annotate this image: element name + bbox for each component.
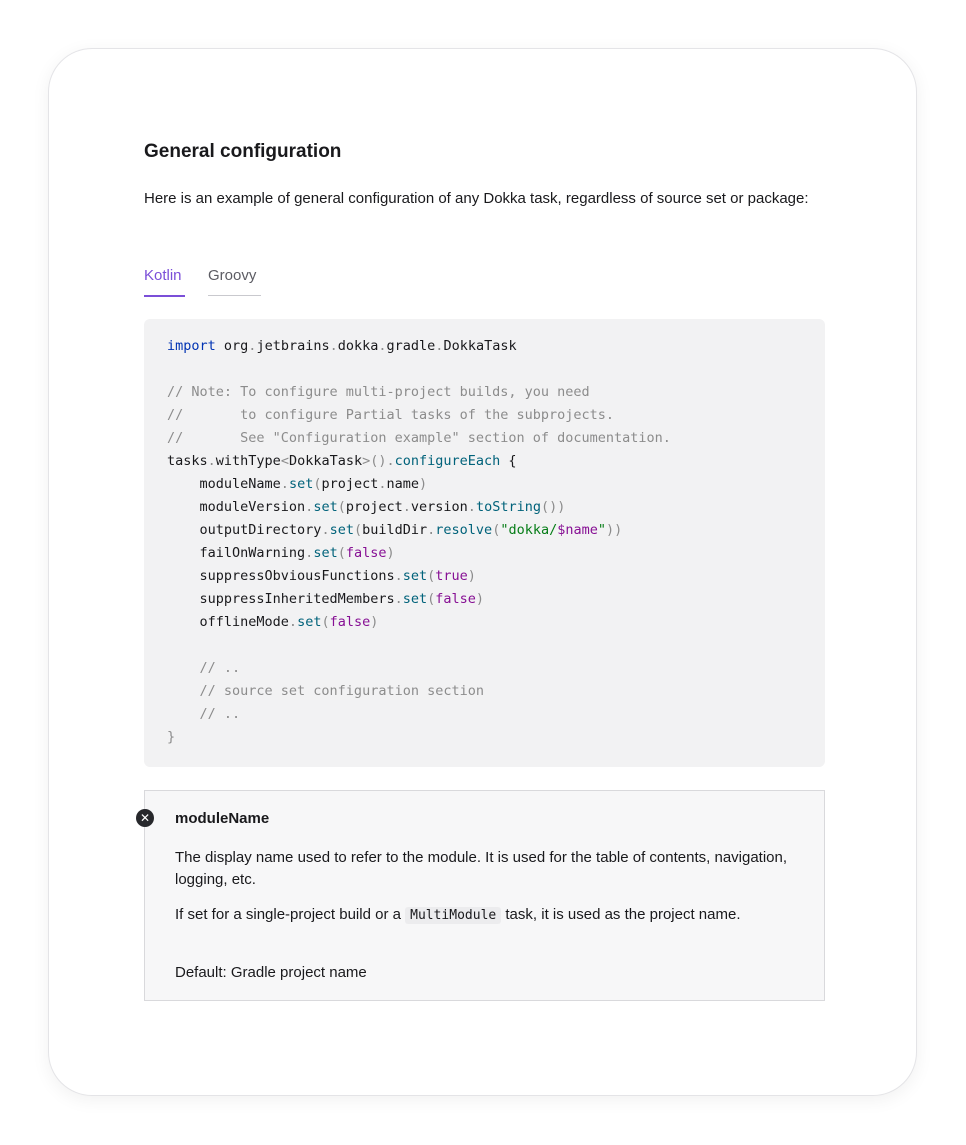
code-token: gradle — [386, 338, 436, 354]
code-token: . — [394, 568, 403, 584]
code-token: project — [345, 499, 403, 515]
code-line — [167, 703, 802, 726]
code-token: set — [313, 545, 338, 561]
code-token: tasks — [167, 453, 208, 469]
code-line — [167, 427, 802, 450]
inline-code: MultiModule — [405, 907, 501, 924]
code-token: false — [435, 591, 476, 607]
code-token: import — [167, 338, 216, 354]
code-token: . — [288, 614, 298, 630]
code-token: $name — [557, 522, 598, 538]
annotation-text: task, it is used as the project name. — [501, 906, 741, 923]
code-line — [167, 519, 802, 542]
annotation-description: The display name used to refer to the module. It is used for the table of contents, navigation, logging, etc. — [175, 849, 788, 888]
code-block[interactable] — [144, 319, 825, 767]
code-token: toString — [475, 499, 541, 515]
code-token: "dokka/ — [500, 522, 558, 538]
code-token: set — [402, 568, 428, 584]
code-line — [167, 473, 802, 496]
code-token: . — [321, 522, 330, 538]
code-token: set — [288, 476, 314, 492]
code-token: ( — [337, 499, 346, 515]
code-line — [167, 450, 802, 473]
code-token: set — [297, 614, 322, 630]
code-token: // to configure Partial tasks of the subprojects. — [167, 407, 615, 423]
annotation-title: moduleName — [175, 810, 270, 827]
code-token: dokka — [337, 338, 379, 354]
code-token: ( — [427, 568, 436, 584]
code-token: < — [280, 453, 289, 469]
code-token: DokkaTask — [443, 338, 517, 354]
code-token: ) — [370, 614, 379, 630]
code-token: // .. — [167, 660, 241, 676]
code-token: )) — [606, 522, 623, 538]
code-token: moduleName — [167, 476, 281, 492]
annotation-default: Default: Gradle project name — [175, 964, 367, 981]
section-title: General configuration — [144, 141, 342, 162]
code-token: ( — [353, 522, 363, 538]
code-token: . — [305, 545, 314, 561]
annotation-text: If set for a single-project build or a — [175, 906, 406, 923]
code-token: . — [427, 522, 436, 538]
code-token: ( — [337, 545, 346, 561]
code-token: ) — [419, 476, 428, 492]
code-token: . — [207, 453, 216, 469]
code-token: version — [410, 499, 468, 515]
code-token: name — [386, 476, 420, 492]
code-token: ) — [467, 568, 476, 584]
code-line — [167, 726, 802, 749]
code-token: } — [167, 729, 176, 745]
code-token: . — [435, 338, 444, 354]
code-token: failOnWarning — [167, 545, 306, 561]
code-line — [167, 565, 802, 588]
code-token: . — [305, 499, 314, 515]
code-token: suppressObviousFunctions — [167, 568, 395, 584]
code-line — [167, 358, 802, 381]
annotation-single-project-note — [175, 904, 795, 927]
code-token: offlineMode — [167, 614, 289, 630]
code-line — [167, 634, 802, 657]
code-token: . — [248, 338, 257, 354]
code-token: suppressInheritedMembers — [167, 591, 395, 607]
code-token: . — [280, 476, 289, 492]
section-intro: Here is an example of general configuration of any Dokka task, regardless of source set or package: — [144, 190, 809, 207]
code-token: ) — [475, 591, 485, 607]
code-token: . — [378, 338, 387, 354]
code-token: moduleVersion — [167, 499, 306, 515]
code-token: set — [329, 522, 354, 538]
code-token: configureEach — [394, 453, 501, 469]
code-token: ()) — [540, 499, 566, 515]
code-token: >(). — [362, 453, 395, 469]
code-token: ( — [313, 476, 322, 492]
code-token: false — [329, 614, 371, 630]
code-token: true — [435, 568, 468, 584]
code-token: resolve — [435, 522, 493, 538]
code-token: withType — [215, 453, 281, 469]
code-line — [167, 542, 802, 565]
code-line — [167, 404, 802, 427]
code-token: . — [467, 499, 476, 515]
code-token: . — [329, 338, 338, 354]
code-token: set — [402, 591, 428, 607]
code-token: . — [378, 476, 387, 492]
code-line — [167, 381, 802, 404]
code-token: ( — [321, 614, 330, 630]
code-token: // .. — [167, 706, 241, 722]
code-line — [167, 588, 802, 611]
code-line — [167, 657, 802, 680]
code-line — [167, 496, 802, 519]
code-token: " — [597, 522, 607, 538]
code-token: outputDirectory — [167, 522, 322, 538]
code-token: // Note: To configure multi-project builds, you need — [167, 384, 590, 400]
code-token: . — [402, 499, 411, 515]
code-token: org — [215, 338, 249, 354]
code-token: project — [321, 476, 379, 492]
code-token: // See "Configuration example" section of documentation. — [167, 430, 671, 446]
code-token: false — [345, 545, 387, 561]
code-token: set — [313, 499, 338, 515]
code-line — [167, 680, 802, 703]
code-token: . — [394, 591, 403, 607]
close-circle-icon[interactable]: ✕ — [136, 809, 154, 827]
code-token: buildDir — [362, 522, 428, 538]
code-token: { — [500, 453, 517, 469]
tab-groovy[interactable]: Groovy — [208, 264, 261, 296]
code-token: jetbrains — [256, 338, 330, 354]
tab-kotlin[interactable]: Kotlin — [144, 264, 185, 297]
code-token: ( — [492, 522, 501, 538]
code-line — [167, 611, 802, 634]
code-line — [167, 335, 802, 358]
code-token: // source set configuration section — [167, 683, 484, 699]
code-token: ) — [386, 545, 395, 561]
code-token: DokkaTask — [288, 453, 363, 469]
code-token: ( — [427, 591, 436, 607]
